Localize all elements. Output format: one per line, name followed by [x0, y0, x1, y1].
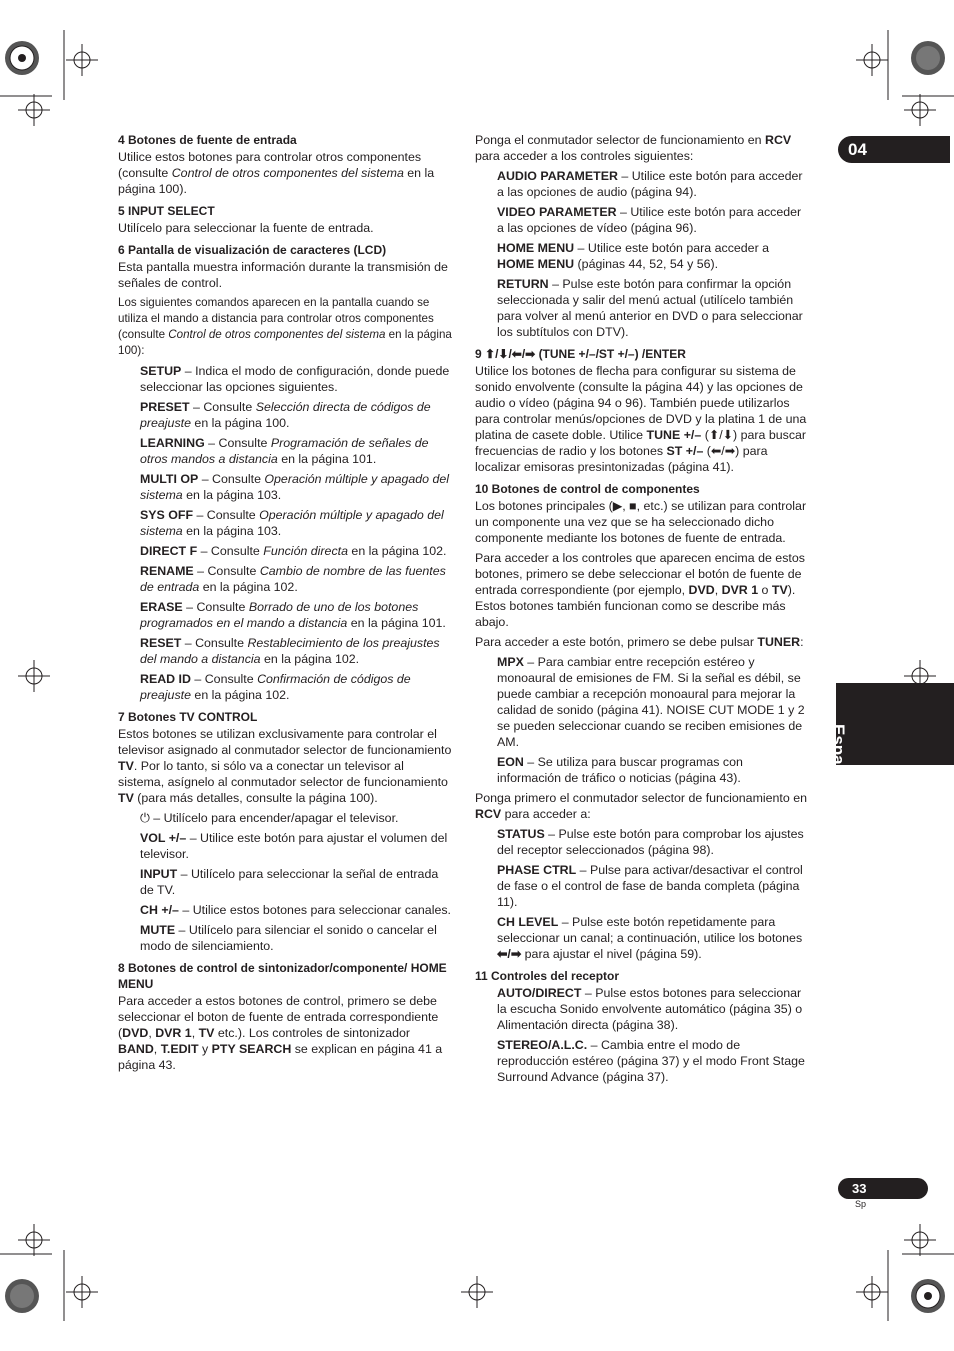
section-6: [118, 242, 452, 703]
star-target-tr: [911, 41, 945, 75]
rcv-intro: Ponga el conmutador selector de funcionamiento en RCV para acceder a los controles siguientes:: [475, 133, 792, 163]
item-video-parameter: VIDEO PARAMETER – Utilice este botón para acceder a las opciones de vídeo (página 96).: [497, 205, 802, 235]
page-number-badge: [838, 1178, 928, 1199]
item-ch: CH +/– – Utilice estos botones para seleccionar canales.: [140, 903, 451, 917]
section-5-title: 5 INPUT SELECT: [118, 204, 215, 218]
crosshair-target-br2: [904, 1224, 936, 1256]
crosshair-target-ml: [18, 660, 50, 692]
crosshair-target-bl1: [18, 1224, 50, 1256]
power-icon: ⏻: [140, 811, 150, 825]
language-tab: [829, 683, 954, 791]
section-4-text: Utilice estos botones para controlar otros componentes (consulte Control de otros componentes del sistema en la página 100).: [118, 150, 435, 196]
section-9: [475, 346, 808, 475]
section-6-title: 6 Pantalla de visualización de caracteres (LCD): [118, 243, 387, 257]
section-4-title: 4 Botones de fuente de entrada: [118, 133, 297, 147]
section-9-title: 9 ⬆/⬇/⬅/➡ (TUNE +/–/ST +/–) /ENTER: [475, 347, 686, 361]
section-5: [118, 203, 452, 236]
star-target-tl: [5, 41, 39, 75]
item-setup: SETUP – Indica el modo de configuración, donde puede seleccionar las opciones siguientes.: [140, 364, 450, 394]
item-return: RETURN – Pulse este botón para confirmar la opción seleccionada y salir del menú actual (utilícelo también para volver al menú anterior en DVD o para seleccionar los subtítulos con DTV).: [497, 277, 803, 339]
section-8-title: 8 Botones de control de sintonizador/componente/ HOME MENU: [118, 961, 447, 991]
item-power: ⏻ – Utilícelo para encender/apagar el televisor.: [140, 811, 399, 825]
section-6-text: Esta pantalla muestra información durante la transmisión de señales de control.: [118, 260, 448, 290]
star-target-bl: [5, 1279, 39, 1313]
right-column: [475, 132, 808, 1091]
item-stereo-alc: STEREO/A.L.C. – Cambia entre el modo de reproducción estéreo (página 37) y el modo Front Stage Surround Advance (página 37).: [497, 1038, 805, 1084]
page-number: 33: [852, 1181, 867, 1196]
language-label: Español: [829, 724, 848, 791]
section-7: [118, 709, 452, 954]
item-mpx: MPX – Para cambiar entre recepción estéreo y monoaural de emisiones de FM. Si la señal es débil, se puede cambiar a recepción monoaural para mejorar la calidad de sonido (página 41). NOISE CUT MODE 1 y 2 se pueden seleccionar cuando se reciben emisiones de AM.: [497, 655, 805, 749]
crosshair-target-br1: [856, 1276, 888, 1308]
section-9-text: Utilice los botones de flecha para configurar su sistema de sonido envolvente (consulte la página 44) y las opciones de audio o vídeo (página 94 o 96). También puede utilizarlos para controlar menús/opciones de DVD y la platina 1 de una platina de casete doble. Utilice TUNE +/– (⬆/⬇) para buscar frecuencias de radio y los botones ST +/– (⬅/➡) para localizar emisoras presintonizadas (página 41).: [475, 364, 807, 474]
section-6-note: Los siguientes comandos aparecen en la pantalla cuando se utiliza el mando a distancia para controlar otros componentes (consulte Control de otros componentes del sistema en la página 100):: [118, 296, 452, 357]
item-auto-direct: AUTO/DIRECT – Pulse estos botones para seleccionar la escucha Sonido envolvente automático (página 35) o Alimentación directa (página 38).: [497, 986, 803, 1032]
item-sys-off: SYS OFF – Consulte Operación múltiple y apagado del sistema en la página 103.: [140, 508, 444, 538]
crosshair-target-tr2: [904, 94, 936, 126]
section-11-title: 11 Controles del receptor: [475, 969, 620, 983]
crosshair-target-bl2: [66, 1276, 98, 1308]
section-8-text: Para acceder a estos botones de control, primero se debe seleccionar el boton de fuente de entrada correspondiente (DVD, DVR 1, TV etc.). Los controles de sintonizador BAND, T.EDIT y PTY SEARCH se explican en página 41 a página 43.: [118, 994, 443, 1072]
crosshair-target-bc: [461, 1276, 493, 1308]
tuner-intro: Para acceder a este botón, primero se debe pulsar TUNER:: [475, 635, 804, 649]
left-column: [118, 132, 452, 1079]
item-read-id: READ ID – Consulte Confirmación de códigos de preajuste en la página 102.: [140, 672, 411, 702]
item-audio-parameter: AUDIO PARAMETER – Utilice este botón para acceder a las opciones de audio (página 94).: [497, 169, 803, 199]
item-vol: VOL +/– – Utilice este botón para ajustar el volumen del televisor.: [140, 831, 448, 861]
section-10-p2: Para acceder a los controles que aparecen encima de estos botones, primero se debe seleccionar el botón de fuente de entrada correspondiente (por ejemplo, DVD, DVR 1 o TV). Estos botones también funcionan como se describe más abajo.: [475, 551, 805, 629]
item-ch-level: CH LEVEL – Pulse este botón repetidamente para seleccionar un canal; a continuación, utilice los botones ⬅/➡ para ajustar el nivel (página 59).: [497, 915, 803, 961]
section-11: [475, 968, 808, 1085]
section-5-text: Utilícelo para seleccionar la fuente de entrada.: [118, 221, 374, 235]
section-8: [118, 960, 452, 1073]
chapter-tab: [838, 136, 950, 163]
item-reset: RESET – Consulte Restablecimiento de los preajustes del mando a distancia en la página 102.: [140, 636, 440, 666]
page-suffix: Sp: [855, 1199, 867, 1209]
section-10-title: 10 Botones de control de componentes: [475, 482, 700, 496]
item-rename: RENAME – Consulte Cambio de nombre de las fuentes de entrada en la página 102.: [140, 564, 446, 594]
item-erase: ERASE – Consulte Borrado de uno de los botones programados en el mando a distancia en la página 101.: [140, 600, 446, 630]
item-preset: PRESET – Consulte Selección directa de códigos de preajuste en la página 100.: [140, 400, 431, 430]
item-input: INPUT – Utilícelo para seleccionar la señal de entrada de TV.: [140, 867, 439, 897]
item-multi-op: MULTI OP – Consulte Operación múltiple y apagado del sistema en la página 103.: [140, 472, 450, 502]
crosshair-target-tr1: [856, 44, 888, 76]
section-4: [118, 132, 452, 197]
item-direct-f: DIRECT F – Consulte Función directa en la página 102.: [140, 544, 447, 558]
section-10: [475, 481, 808, 962]
item-status: STATUS – Pulse este botón para comprobar los ajustes del receptor seleccionados (página 98).: [497, 827, 804, 857]
crosshair-target-tl1: [66, 44, 98, 76]
crosshair-target-tl2: [18, 94, 50, 126]
rcv-intro-2: Ponga primero el conmutador selector de funcionamiento en RCV para acceder a:: [475, 791, 807, 821]
item-mute: MUTE – Utilícelo para silenciar el sonido o cancelar el modo de silenciamiento.: [140, 923, 437, 953]
star-target-br: [911, 1279, 945, 1313]
item-home-menu: HOME MENU – Utilice este botón para acceder a HOME MENU (páginas 44, 52, 54 y 56).: [497, 241, 770, 271]
chapter-number: 04: [848, 140, 867, 159]
section-7-text: Estos botones se utilizan exclusivamente para controlar el televisor asignado al conmutador selector de funcionamiento TV. Por lo tanto, si sólo va a conectar un televisor al sistema, asígnelo al conmutador selector de funcionamiento TV (para más detalles, consulte la página 100).: [118, 727, 452, 805]
item-learning: LEARNING – Consulte Programación de señales de otros mandos a distancia en la página 101.: [140, 436, 429, 466]
section-10-p1: Los botones principales (▶, ■, etc.) se utilizan para controlar un componente una vez que se ha seleccionado dicho componente mediante los botones de fuente de entrada.: [475, 499, 807, 545]
section-7-title: 7 Botones TV CONTROL: [118, 710, 258, 724]
item-eon: EON – Se utiliza para buscar programas con información de tráfico o noticias (página 43).: [497, 755, 743, 785]
item-phase-ctrl: PHASE CTRL – Pulse para activar/desactivar el control de fase o el control de fase de banda completa (página 11).: [497, 863, 803, 909]
